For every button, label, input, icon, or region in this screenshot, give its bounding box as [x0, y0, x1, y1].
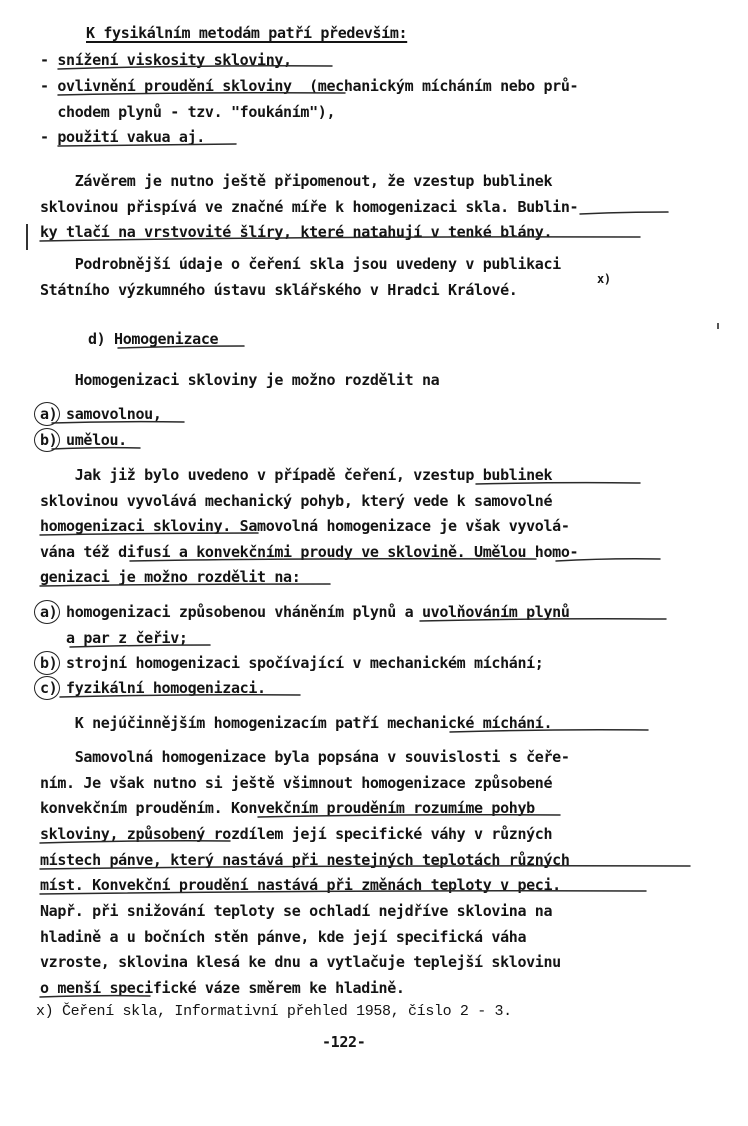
list-item: b) umělou. — [40, 431, 127, 449]
text-line: místech pánve, který nastává při nestejných teplotách různých — [40, 851, 570, 869]
underline-mark — [580, 212, 668, 214]
list-item: a) homogenizaci způsobenou vháněním plynů a uvolňováním plynů — [40, 603, 570, 621]
underline-mark — [476, 483, 640, 484]
footnote: x) Čeření skla, Informativní přehled 1958, číslo 2 - 3. — [36, 1003, 512, 1020]
underline-mark — [40, 533, 258, 535]
list-item: c) fyzikální homogenizaci. — [40, 679, 266, 697]
text-line: chodem plynů - tzv. "foukáním"), — [40, 103, 336, 121]
underline-mark — [40, 866, 690, 869]
underline-mark — [556, 559, 660, 561]
text-line: - ovlivnění proudění skloviny (mechanickým mícháním nebo prů- — [40, 77, 579, 95]
text-line-heading: K fysikálním metodám patří především: — [86, 24, 408, 42]
text-line: míst. Konvekční proudění nastává při změnách teploty v peci. — [40, 876, 561, 894]
text-line: Závěrem je nutno ještě připomenout, že vzestup bublinek — [40, 172, 553, 190]
underline-mark — [420, 619, 666, 621]
underline-mark — [40, 237, 640, 241]
underline-mark — [52, 448, 140, 449]
text-line: ky tlačí na vrstvovité šlíry, které natahují v tenké blány. — [40, 223, 553, 241]
underline-mark — [130, 559, 536, 561]
underline-mark — [58, 66, 332, 69]
text-line: sklovinou vyvolává mechanický pohyb, který vede k samovolné — [40, 492, 553, 510]
footnote-reference: x) — [597, 272, 611, 286]
text-line: vzroste, sklovina klesá ke dnu a vytlačuje teplejší sklovinu — [40, 953, 561, 971]
list-item: b) strojní homogenizaci spočívající v mechanickém míchání; — [40, 654, 544, 672]
text-line: hladině a u bočních stěn pánve, kde její specifická váha — [40, 928, 527, 946]
underline-mark — [40, 841, 230, 843]
text-line: K nejúčinnějším homogenizacím patří mechanické míchání. — [40, 714, 553, 732]
underline-mark — [40, 996, 150, 997]
section-heading: d) Homogenizace — [88, 330, 219, 348]
text-line: skloviny, způsobený rozdílem její specifické váhy v různých — [40, 825, 553, 843]
text-line: Homogenizaci skloviny je možno rozdělit na — [40, 371, 440, 389]
text-line: Např. při snižování teploty se ochladí nejdříve sklovina na — [40, 902, 553, 920]
text-line: - použití vakua aj. — [40, 128, 205, 146]
underline-mark — [118, 346, 244, 348]
page-number: -122- — [322, 1033, 366, 1051]
underline-mark — [40, 584, 330, 586]
text-line: homogenizaci skloviny. Samovolná homogenizace je však vyvolá- — [40, 517, 570, 535]
list-item: a par z čeřiv; — [40, 629, 188, 647]
text-line: Jak již bylo uvedeno v případě čeření, vzestup bublinek — [40, 466, 553, 484]
underline-mark — [60, 695, 300, 697]
underline-mark — [258, 815, 560, 817]
text-line: Samovolná homogenizace byla popsána v souvislosti s čeře- — [40, 748, 570, 766]
underline-mark — [58, 144, 236, 146]
list-item: a) samovolnou, — [40, 405, 162, 423]
text-line: Podrobnější údaje o čeření skla jsou uvedeny v publikaci — [40, 255, 561, 273]
text-line: vána též difusí a konvekčními proudy ve sklovině. Umělou homo- — [40, 543, 579, 561]
text-line: genizaci je možno rozdělit na: — [40, 568, 301, 586]
underline-mark — [450, 730, 648, 732]
text-line: - snížení viskosity skloviny, — [40, 51, 292, 69]
text-line: konvekčním prouděním. Konvekčním prouděním rozumíme pohyb — [40, 799, 535, 817]
text-line: Státního výzkumného ústavu sklářského v Hradci Králové. — [40, 281, 518, 299]
underline-mark — [70, 645, 210, 647]
text-line: ním. Je však nutno si ještě všimnout homogenizace způsobené — [40, 774, 553, 792]
underline-mark — [40, 891, 646, 894]
text-line: o menší specifické váze směrem ke hladině. — [40, 979, 405, 997]
text-line: sklovinou přispívá ve značné míře k homogenizaci skla. Bublin- — [40, 198, 579, 216]
underline-mark — [58, 93, 345, 95]
underline-mark — [52, 422, 184, 423]
